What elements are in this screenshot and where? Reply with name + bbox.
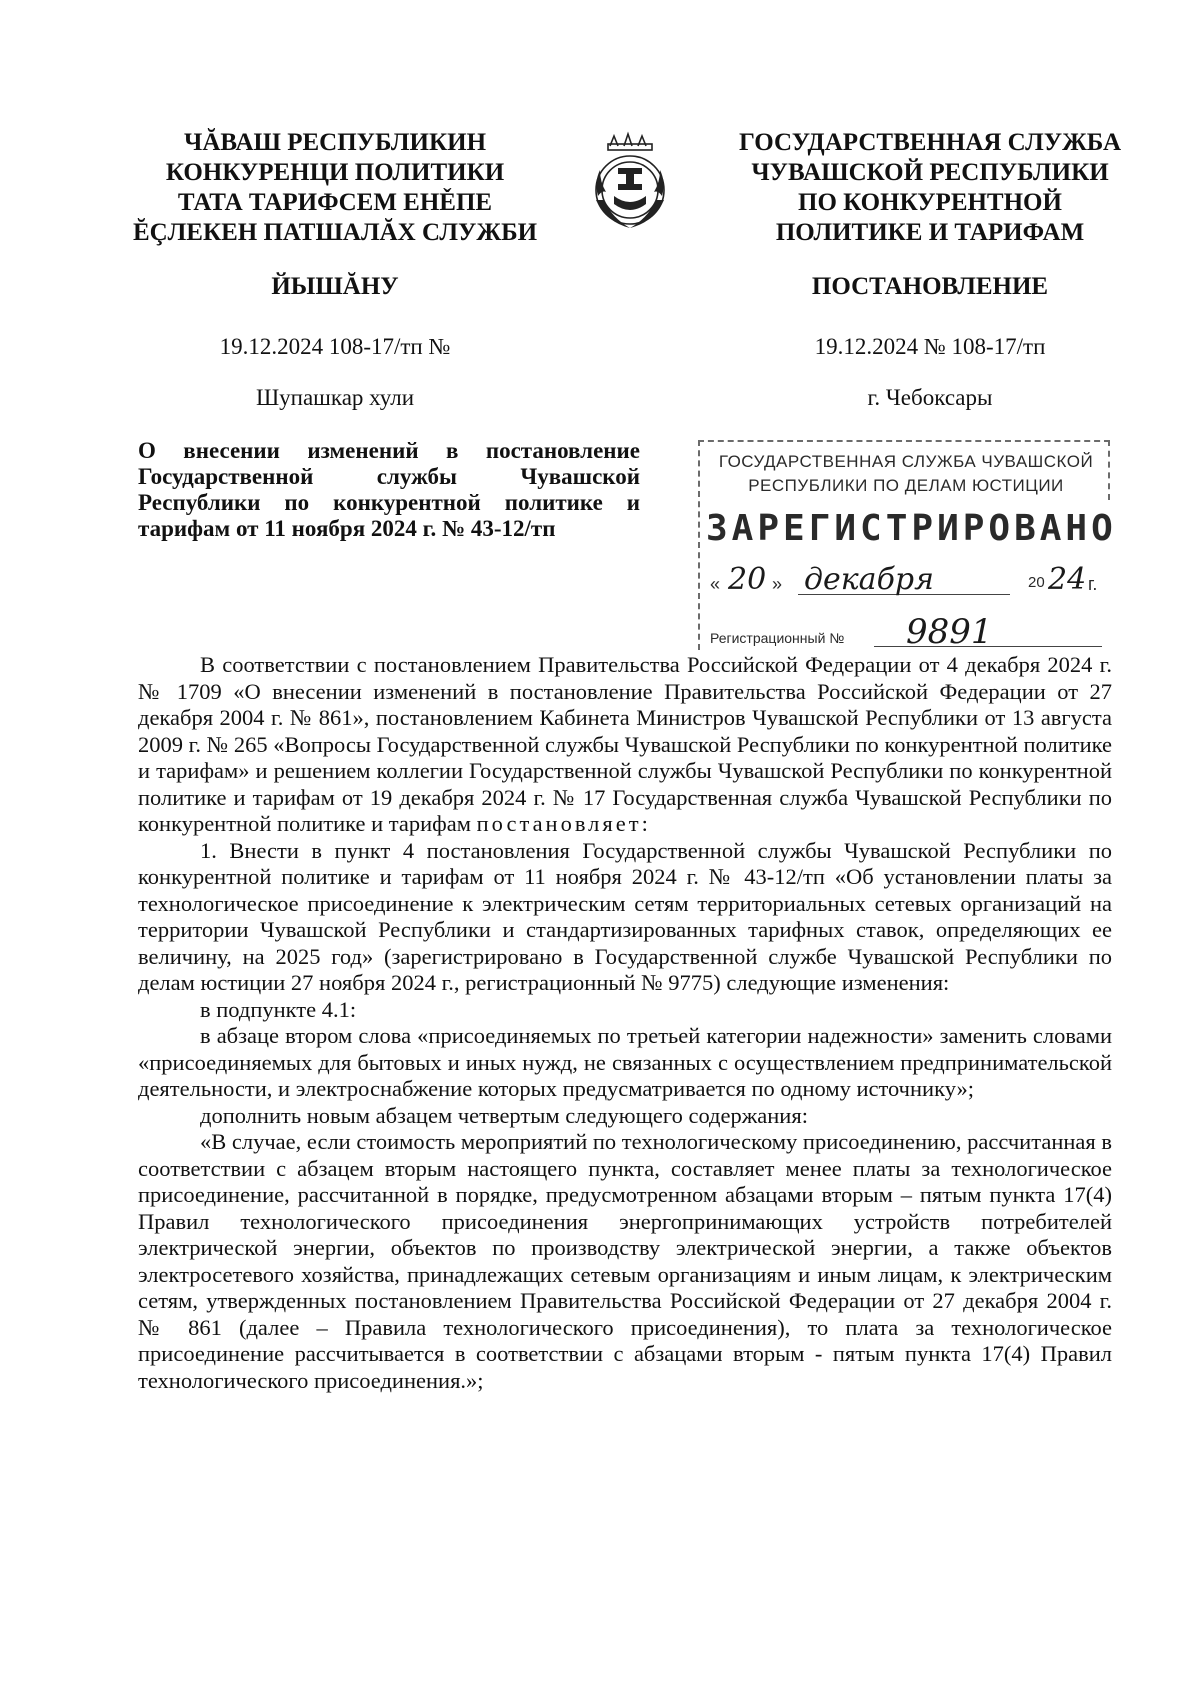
org-title-russian	[710, 128, 1150, 248]
registration-stamp	[698, 440, 1117, 652]
body-paragraph-amendment-2: дополнить новым абзацем четвертым следующего содержания:	[200, 1102, 808, 1128]
stamp-quote-open: «	[710, 574, 721, 594]
preamble-colon: :	[641, 811, 648, 836]
org-line: ТАТА ТАРИФСЕМ ЕНĚПЕ	[177, 189, 493, 216]
body-paragraph-item-1: 1. Внести в пункт 4 постановления Государственной службы Чувашской Республики по конкурентной политике и тарифам от 11 ноября 2024 г. № 43-12/тп «Об установлении платы за технологическое присоединение к электрическим сетям территориальных сетевых организаций на территории Чувашской Республики и стандартизированных тарифных ставок, определяющих ее величину, на 2025 год» (зарегистрировано в Государственной службе Чувашской Республики по делам юстиции 27 ноября 2024 г., регистрационный № 9775) следующие изменения:	[138, 837, 1112, 995]
stamp-date-row	[710, 562, 1106, 602]
org-line: ПОЛИТИКЕ И ТАРИФАМ	[775, 219, 1085, 246]
org-line: ЧĂВАШ РЕСПУБЛИКИН	[183, 129, 487, 156]
stamp-authority-line-2: РЕСПУБЛИКИ ПО ДЕЛАМ ЮСТИЦИИ	[748, 476, 1064, 495]
stamp-border	[698, 440, 700, 650]
stamp-authority-line-1: ГОСУДАРСТВЕННАЯ СЛУЖБА ЧУВАШСКОЙ	[718, 452, 1094, 471]
city-russian: г. Чебоксары	[867, 385, 993, 410]
stamp-border	[1108, 440, 1110, 500]
org-line: ЧУВАШСКОЙ РЕСПУБЛИКИ	[751, 159, 1109, 186]
document-subject: О внесении изменений в постановление Государственной службы Чувашской Республики по конкурентной политике и тарифам от 11 ноября 2024 г. № 43-12/тп	[138, 438, 640, 541]
body-paragraph-subitem: в подпункте 4.1:	[200, 996, 357, 1022]
stamp-registration-row	[710, 614, 1106, 650]
stamp-year-prefix: 20	[1028, 574, 1045, 591]
stamp-quote-close: »	[772, 574, 783, 594]
doc-type-chuvash: ЙЫШĂНУ	[271, 273, 399, 300]
doc-date-number-chuvash: 19.12.2024 108-17/тп №	[219, 334, 451, 359]
body-paragraph-new-text: «В случае, если стоимость мероприятий по технологическому присоединению, рассчитанная в соответствии с абзацем вторым настоящего пункта, составляет менее платы за технологическое присоединение, рассчитанной в порядке, предусмотренном абзацами вторым – пятым пункта 17(4) Правил технологического присоединения энергопринимающих устройств потребителей электрической энергии, объектов по производству электрической энергии, а также объектов электросетевого хозяйства, принадлежащих сетевым организациям и иным лицам, к электрическим сетям, утвержденных постановлением Правительства Российской Федерации от 27 декабря 2004 г. № 861 (далее – Правила технологического присоединения), то плата за технологическое присоединение рассчитывается в соответствии с абзацами вторым - пятым пункта 17(4) Правил технологического присоединения.»;	[138, 1129, 1112, 1393]
preamble-text: В соответствии с постановлением Правительства Российской Федерации от 4 декабря 2024 г. № 1709 «О внесении изменений в постановление Правительства Российской Федерации от 27 декабря 2004 г. № 861», постановлением Кабинета Министров Чувашской Республики от 13 августа 2009 г. № 265 «Вопросы Государственной службы Чувашской Республики по конкурентной политике и тарифам» и решением коллегии Государственной службы Чувашской Республики по конкурентной политике и тарифам от 19 декабря 2024 г. № 17 Государственная служба Чувашской Республики по конкурентной политике и тарифам	[138, 652, 1112, 836]
stamp-month-handwritten: декабря	[804, 562, 934, 597]
document-body	[138, 652, 1112, 1394]
org-line: ПО КОНКУРЕНТНОЙ	[798, 189, 1062, 216]
stamp-registered-label: ЗАРЕГИСТРИРОВАНО	[706, 508, 1117, 549]
stamp-registration-number-handwritten: 9891	[906, 612, 993, 652]
body-paragraph-preamble	[138, 652, 1112, 838]
org-line: КОНКУРЕНЦИ ПОЛИТИКИ	[165, 159, 505, 186]
preamble-decree-word: постановляет	[476, 811, 642, 836]
doc-date-number-russian: 19.12.2024 № 108-17/тп	[814, 334, 1046, 359]
stamp-border	[698, 440, 1110, 442]
body-paragraph-amendment-1: в абзаце втором слова «присоединяемых по третьей категории надежности» заменить словами «присоединяемых для бытовых и иных нужд, не связанных с осуществлением предпринимательской деятельности, и электроснабжение которых предусматривается по одному источнику»;	[138, 1023, 1112, 1101]
stamp-registration-label: Регистрационный №	[710, 630, 845, 646]
stamp-year-unit: г.	[1088, 574, 1098, 594]
chuvash-coat-of-arms-icon	[580, 130, 680, 240]
doc-type-russian: ПОСТАНОВЛЕНИЕ	[811, 273, 1049, 300]
org-line: ГОСУДАРСТВЕННАЯ СЛУЖБА	[738, 129, 1122, 156]
city-chuvash: Шупашкар хули	[255, 385, 415, 410]
org-line: ĔÇЛЕКЕН ПАТШАЛĂХ СЛУЖБИ	[132, 219, 538, 246]
stamp-day-handwritten: 20	[728, 562, 767, 597]
org-title-chuvash	[110, 128, 560, 248]
stamp-year-handwritten: 24	[1048, 562, 1087, 597]
